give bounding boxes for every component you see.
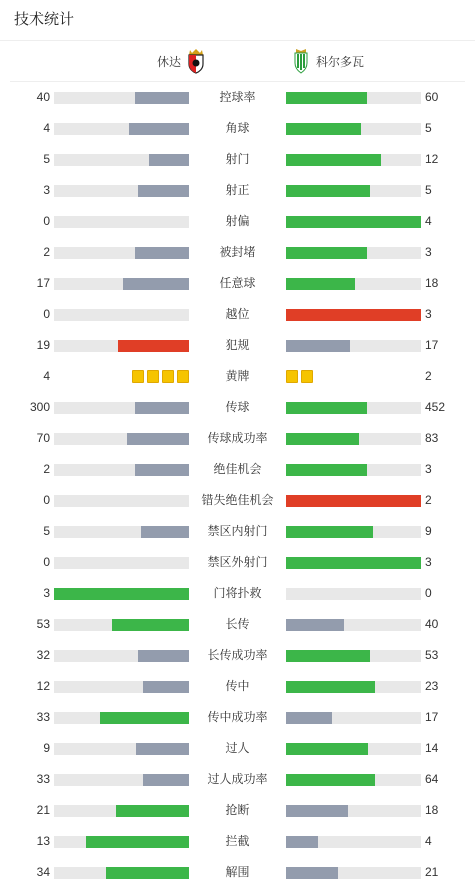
home-stat-bar — [54, 743, 189, 755]
yellow-card-icon — [286, 370, 298, 383]
stat-row — [0, 609, 475, 640]
away-bar-fill — [286, 681, 375, 693]
home-stat-bar — [54, 712, 189, 724]
stat-label: 过人成功率 — [207, 772, 268, 786]
stat-label: 控球率 — [219, 90, 256, 104]
away-stat-bar — [286, 216, 421, 228]
home-stat-value: 40 — [36, 90, 50, 104]
yellow-card-icon — [162, 370, 174, 383]
home-bar-fill — [112, 619, 189, 631]
away-bar-fill — [286, 495, 421, 507]
away-bar-fill — [286, 650, 370, 662]
home-stat-value: 32 — [36, 648, 50, 662]
home-stat-bar — [54, 92, 189, 104]
away-bar-fill — [286, 247, 367, 259]
away-stat-bar — [286, 526, 421, 538]
home-bar-fill — [116, 805, 189, 817]
away-stat-bar — [286, 247, 421, 259]
home-stat-value: 3 — [43, 183, 50, 197]
home-bar-fill — [129, 123, 189, 135]
yellow-card-icon — [147, 370, 159, 383]
away-stat-value: 5 — [425, 183, 432, 197]
away-stat-value: 3 — [425, 245, 432, 259]
away-stat-bar — [286, 495, 421, 507]
away-stat-bar — [286, 185, 421, 197]
away-stat-value: 4 — [425, 834, 432, 848]
stat-row — [0, 857, 475, 888]
stat-row — [0, 795, 475, 826]
away-stat-bar — [286, 278, 421, 290]
stat-row — [0, 268, 475, 299]
home-stat-value: 21 — [36, 803, 50, 817]
home-team[interactable] — [157, 41, 205, 81]
stat-label: 抢断 — [225, 803, 250, 817]
home-stat-value: 12 — [36, 679, 50, 693]
away-bar-fill — [286, 464, 367, 476]
away-stat-bar — [286, 805, 421, 817]
away-bar-fill — [286, 712, 332, 724]
home-stat-bar — [54, 216, 189, 228]
home-bar-fill — [118, 340, 189, 352]
home-bar-fill — [123, 278, 189, 290]
away-team-crest-icon — [292, 48, 310, 74]
away-stat-value: 17 — [425, 710, 439, 724]
stat-label: 射偏 — [225, 214, 250, 228]
away-bar-fill — [286, 557, 421, 569]
away-stat-bar — [286, 92, 421, 104]
stat-row — [0, 206, 475, 237]
stat-label: 门将扑救 — [213, 586, 262, 600]
away-stat-value: 53 — [425, 648, 439, 662]
stat-label: 传中成功率 — [207, 710, 268, 724]
stat-label: 黄牌 — [225, 369, 250, 383]
away-bar-fill — [286, 433, 359, 445]
home-stat-bar — [54, 154, 189, 166]
away-stat-bar — [286, 402, 421, 414]
stat-row — [0, 113, 475, 144]
away-stat-bar — [286, 123, 421, 135]
stat-label: 解围 — [225, 865, 250, 879]
home-stat-bar — [54, 526, 189, 538]
away-stat-bar — [286, 681, 421, 693]
stat-row — [0, 82, 475, 113]
stat-label: 越位 — [225, 307, 250, 321]
stat-label: 错失绝佳机会 — [201, 493, 274, 507]
home-stat-bar — [54, 867, 189, 879]
home-stat-bar — [54, 619, 189, 631]
home-stat-bar — [54, 495, 189, 507]
away-stat-bar — [286, 433, 421, 445]
stat-row — [0, 578, 475, 609]
home-stat-value: 0 — [43, 555, 50, 569]
stat-row — [0, 299, 475, 330]
home-bar-fill — [100, 712, 189, 724]
home-stat-bar — [54, 681, 189, 693]
away-stat-bar — [286, 464, 421, 476]
home-stat-value: 2 — [43, 245, 50, 259]
away-stat-value: 3 — [425, 555, 432, 569]
home-stat-bar — [54, 123, 189, 135]
stat-row — [0, 423, 475, 454]
away-stat-value: 18 — [425, 276, 439, 290]
stat-label: 禁区外射门 — [207, 555, 268, 569]
stat-row — [0, 733, 475, 764]
home-stat-bar — [54, 805, 189, 817]
stat-row — [0, 330, 475, 361]
stat-label: 射门 — [225, 152, 250, 166]
away-bar-fill — [286, 123, 361, 135]
away-stat-bar — [286, 619, 421, 631]
away-stat-bar — [286, 712, 421, 724]
home-bar-fill — [143, 681, 189, 693]
away-stat-value: 23 — [425, 679, 439, 693]
home-stat-value: 3 — [43, 586, 50, 600]
away-stat-value: 21 — [425, 865, 439, 879]
home-stat-value: 34 — [36, 865, 50, 879]
home-stat-value: 4 — [43, 369, 50, 383]
stat-row — [0, 175, 475, 206]
home-team-crest-icon — [187, 48, 205, 74]
home-stat-bar — [54, 464, 189, 476]
home-stat-bar — [54, 557, 189, 569]
home-stat-bar — [54, 836, 189, 848]
away-stat-value: 83 — [425, 431, 439, 445]
away-team-name: 科尔多瓦 — [316, 54, 365, 69]
home-stat-value: 300 — [29, 400, 50, 414]
stat-label: 任意球 — [219, 276, 256, 290]
stat-label: 过人 — [225, 741, 250, 755]
stat-row — [0, 702, 475, 733]
home-bar-fill — [136, 743, 189, 755]
home-bar-fill — [138, 650, 189, 662]
stat-label: 绝佳机会 — [213, 462, 262, 476]
home-stat-bar — [54, 340, 189, 352]
away-bar-fill — [286, 805, 348, 817]
away-team[interactable] — [292, 41, 364, 81]
away-bar-fill — [286, 216, 421, 228]
home-stat-value: 0 — [43, 214, 50, 228]
away-bar-fill — [286, 154, 381, 166]
away-stat-value: 0 — [425, 586, 432, 600]
home-bar-fill — [135, 247, 189, 259]
away-bar-fill — [286, 774, 375, 786]
home-stat-value: 53 — [36, 617, 50, 631]
away-stat-bar — [286, 774, 421, 786]
home-bar-fill — [138, 185, 189, 197]
home-bar-fill — [135, 402, 189, 414]
stat-label: 传球 — [225, 400, 250, 414]
home-bar-fill — [54, 588, 189, 600]
home-stat-value: 4 — [43, 121, 50, 135]
away-stat-bar — [286, 340, 421, 352]
home-stat-bar — [54, 185, 189, 197]
home-stat-value: 70 — [36, 431, 50, 445]
away-stat-value: 12 — [425, 152, 439, 166]
home-bar-fill — [143, 774, 189, 786]
home-stat-bar — [54, 278, 189, 290]
stat-label: 传中 — [225, 679, 250, 693]
away-stat-value: 14 — [425, 741, 439, 755]
stat-row — [0, 826, 475, 857]
away-stat-value: 3 — [425, 307, 432, 321]
away-bar-fill — [286, 309, 421, 321]
home-bar-fill — [135, 92, 189, 104]
home-stat-value: 5 — [43, 524, 50, 538]
home-stat-bar — [54, 588, 189, 600]
away-bar-fill — [286, 867, 338, 879]
away-stat-bar — [286, 557, 421, 569]
away-stat-value: 17 — [425, 338, 439, 352]
home-stat-value: 33 — [36, 772, 50, 786]
away-stat-value: 64 — [425, 772, 439, 786]
away-bar-fill — [286, 402, 367, 414]
stat-label: 传球成功率 — [207, 431, 268, 445]
away-stat-value: 452 — [425, 400, 446, 414]
yellow-card-icon — [301, 370, 313, 383]
stat-label: 禁区内射门 — [207, 524, 268, 538]
home-bar-fill — [149, 154, 189, 166]
home-bar-fill — [135, 464, 189, 476]
stat-row — [0, 485, 475, 516]
away-stat-value: 5 — [425, 121, 432, 135]
stat-label: 角球 — [225, 121, 250, 135]
away-bar-fill — [286, 185, 370, 197]
stat-row — [0, 640, 475, 671]
away-stat-bar — [286, 588, 421, 600]
page-title: 技术统计 — [0, 0, 475, 41]
away-stat-value: 4 — [425, 214, 432, 228]
home-yellow-cards — [132, 370, 189, 383]
away-bar-fill — [286, 278, 355, 290]
home-bar-fill — [127, 433, 189, 445]
away-bar-fill — [286, 526, 373, 538]
away-stat-bar — [286, 836, 421, 848]
yellow-card-icon — [177, 370, 189, 383]
home-stat-value: 17 — [36, 276, 50, 290]
home-bar-fill — [141, 526, 189, 538]
away-stat-value: 3 — [425, 462, 432, 476]
stat-row — [0, 237, 475, 268]
away-bar-fill — [286, 619, 344, 631]
home-stat-value: 0 — [43, 307, 50, 321]
away-stat-bar — [286, 154, 421, 166]
yellow-card-icon — [132, 370, 144, 383]
home-stat-bar — [54, 402, 189, 414]
stat-label: 拦截 — [225, 834, 250, 848]
stat-label: 被封堵 — [219, 245, 256, 259]
stat-row — [0, 764, 475, 795]
home-stat-bar — [54, 650, 189, 662]
home-stat-value: 13 — [36, 834, 50, 848]
away-stat-bar — [286, 743, 421, 755]
away-stat-value: 60 — [425, 90, 439, 104]
stat-row — [0, 392, 475, 423]
home-stat-value: 33 — [36, 710, 50, 724]
stat-label: 犯规 — [225, 338, 250, 352]
stat-row — [0, 454, 475, 485]
teams-header — [10, 41, 465, 82]
home-stat-value: 2 — [43, 462, 50, 476]
away-stat-bar — [286, 309, 421, 321]
stat-label: 长传 — [225, 617, 250, 631]
away-stat-value: 18 — [425, 803, 439, 817]
away-bar-fill — [286, 743, 368, 755]
stat-label: 射正 — [225, 183, 250, 197]
stat-row — [0, 516, 475, 547]
away-stat-value: 2 — [425, 493, 432, 507]
away-stat-value: 9 — [425, 524, 432, 538]
stat-row — [0, 547, 475, 578]
away-stat-bar — [286, 650, 421, 662]
away-stat-value: 40 — [425, 617, 439, 631]
stat-label: 长传成功率 — [207, 648, 268, 662]
home-bar-fill — [86, 836, 189, 848]
away-stat-value: 2 — [425, 369, 432, 383]
away-bar-fill — [286, 92, 367, 104]
home-stat-value: 9 — [43, 741, 50, 755]
home-stat-value: 5 — [43, 152, 50, 166]
home-stat-value: 19 — [36, 338, 50, 352]
away-stat-bar — [286, 867, 421, 879]
home-team-name: 休达 — [156, 54, 181, 69]
home-stat-bar — [54, 774, 189, 786]
away-bar-fill — [286, 340, 350, 352]
away-yellow-cards — [286, 370, 313, 383]
stat-row — [0, 144, 475, 175]
away-bar-fill — [286, 836, 318, 848]
home-stat-bar — [54, 247, 189, 259]
home-stat-bar — [54, 309, 189, 321]
home-stat-value: 0 — [43, 493, 50, 507]
stat-row — [0, 361, 475, 392]
home-stat-bar — [54, 433, 189, 445]
home-bar-fill — [106, 867, 189, 879]
stats-list — [0, 82, 475, 888]
stat-row — [0, 671, 475, 702]
